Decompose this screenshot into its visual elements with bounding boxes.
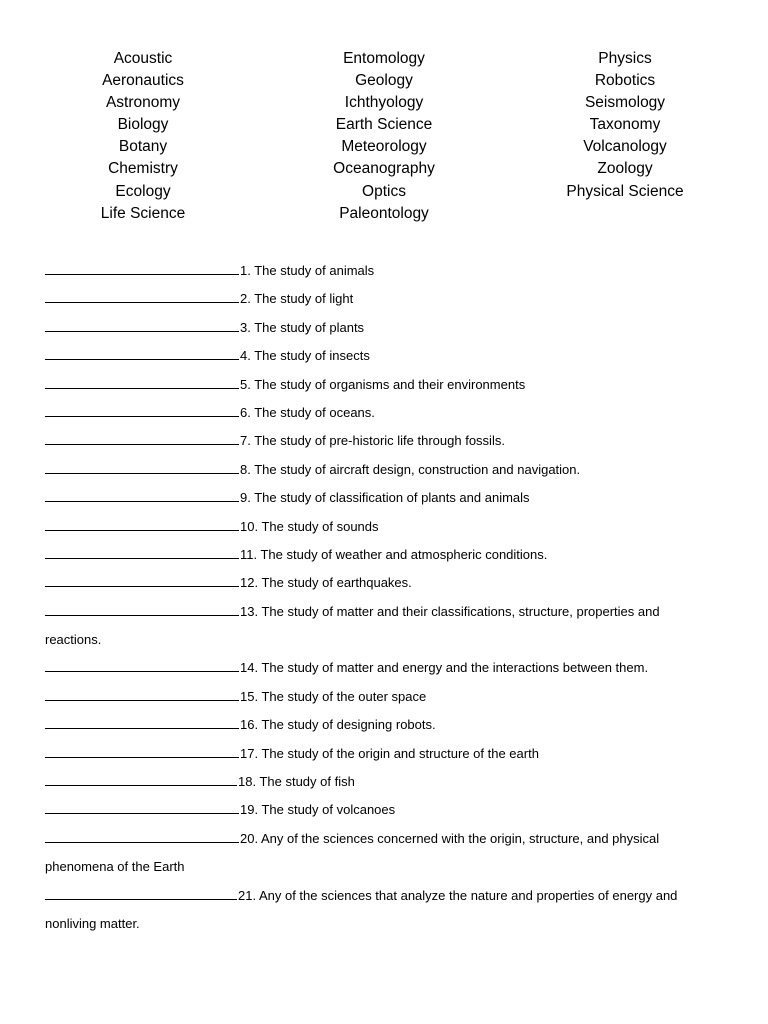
question-continuation: reactions. — [45, 632, 102, 648]
question-text: 3. The study of plants — [240, 319, 365, 335]
answer-blank[interactable] — [45, 459, 239, 474]
question-row — [45, 828, 735, 856]
word-bank-term: Ecology — [115, 182, 171, 200]
answer-blank[interactable] — [45, 544, 239, 559]
question-text: 1. The study of animals — [240, 263, 375, 278]
question-text: 9. The study of classification of plants and animals — [240, 490, 530, 506]
question-row — [45, 402, 735, 430]
question-text: 14. The study of matter and energy and the interactions between them. — [240, 660, 649, 676]
question-text: 13. The study of matter and their classifications, structure, properties and — [240, 603, 660, 619]
question-text: 20. Any of the sciences concerned with the origin, structure, and physical — [240, 830, 660, 846]
question-row — [45, 714, 735, 742]
question-row — [45, 771, 735, 799]
word-bank-column-1 — [43, 48, 243, 225]
word-bank-term: Seismology — [584, 94, 666, 112]
word-bank-term: Zoology — [597, 160, 653, 178]
word-bank-term: Acoustic — [113, 50, 173, 67]
word-bank-term: Astronomy — [105, 94, 181, 112]
answer-blank[interactable] — [45, 601, 239, 616]
word-bank-term: Optics — [362, 182, 406, 200]
question-row — [45, 799, 735, 827]
word-bank-term: Meteorology — [341, 138, 427, 156]
word-bank-term: Taxonomy — [589, 116, 661, 134]
word-bank-term: Geology — [355, 72, 413, 90]
question-row — [45, 743, 735, 771]
question-text: 15. The study of the outer space — [240, 688, 427, 704]
answer-blank[interactable] — [45, 374, 239, 389]
question-text: 17. The study of the origin and structure of the earth — [240, 745, 539, 761]
answer-blank[interactable] — [45, 430, 239, 445]
question-text: 19. The study of volcanoes — [240, 802, 396, 818]
word-bank — [0, 48, 768, 228]
question-text: 4. The study of insects — [240, 348, 370, 364]
word-bank-term: Biology — [117, 116, 169, 134]
answer-blank[interactable] — [45, 572, 239, 587]
question-text: 16. The study of designing robots. — [240, 717, 436, 733]
question-row — [45, 345, 735, 373]
question-continuation: nonliving matter. — [45, 915, 140, 931]
question-text: 7. The study of pre-historic life through fossils. — [240, 433, 505, 449]
question-row — [45, 487, 735, 515]
answer-blank[interactable] — [45, 487, 239, 502]
question-row — [45, 601, 735, 629]
word-bank-term: Botany — [118, 138, 168, 156]
word-bank-term: Physics — [598, 50, 652, 67]
question-text: 6. The study of oceans. — [240, 404, 375, 420]
question-row — [45, 572, 735, 600]
answer-blank[interactable] — [45, 260, 239, 275]
question-text: 5. The study of organisms and their environments — [240, 376, 526, 392]
word-bank-term: Ichthyology — [344, 94, 424, 112]
word-bank-column-2 — [284, 48, 484, 225]
word-bank-term: Volcanology — [583, 138, 667, 156]
question-row — [45, 430, 735, 458]
answer-blank[interactable] — [45, 686, 239, 701]
answer-blank[interactable] — [45, 317, 239, 332]
question-continuation: phenomena of the Earth — [45, 859, 185, 875]
answer-blank[interactable] — [45, 828, 239, 843]
question-list — [45, 260, 735, 941]
question-row — [45, 288, 735, 316]
word-bank-term: Robotics — [594, 72, 656, 90]
question-row — [45, 516, 735, 544]
question-row — [45, 459, 735, 487]
question-row — [45, 686, 735, 714]
answer-blank[interactable] — [45, 657, 239, 672]
question-text: 10. The study of sounds — [240, 518, 379, 534]
word-bank-term: Entomology — [343, 50, 425, 67]
answer-blank[interactable] — [45, 885, 237, 900]
answer-blank[interactable] — [45, 743, 239, 758]
word-bank-term: Paleontology — [339, 204, 429, 222]
word-bank-term: Chemistry — [108, 160, 178, 178]
answer-blank[interactable] — [45, 345, 239, 360]
word-bank-term: Aeronautics — [102, 72, 184, 90]
answer-blank[interactable] — [45, 516, 239, 531]
question-row — [45, 657, 735, 685]
answer-blank[interactable] — [45, 799, 239, 814]
question-text: 18. The study of fish — [238, 774, 355, 790]
word-bank-term: Life Science — [100, 204, 186, 222]
question-text: 11. The study of weather and atmospheric conditions. — [240, 546, 548, 562]
word-bank-column-3 — [525, 48, 725, 203]
word-bank-term: Earth Science — [335, 116, 433, 134]
question-text: 21. Any of the sciences that analyze the nature and properties of energy and — [238, 887, 678, 903]
answer-blank[interactable] — [45, 402, 239, 417]
word-bank-term: Oceanography — [333, 160, 435, 178]
answer-blank[interactable] — [45, 288, 239, 303]
answer-blank[interactable] — [45, 714, 239, 729]
question-row — [45, 260, 735, 288]
question-text: 8. The study of aircraft design, construction and navigation. — [240, 461, 581, 477]
question-row — [45, 885, 735, 913]
answer-blank[interactable] — [45, 771, 237, 786]
question-row — [45, 374, 735, 402]
question-row — [45, 317, 735, 345]
question-row — [45, 544, 735, 572]
word-bank-term: Physical Science — [566, 182, 684, 200]
question-text: 2. The study of light — [240, 291, 354, 307]
question-text: 12. The study of earthquakes. — [240, 575, 412, 591]
